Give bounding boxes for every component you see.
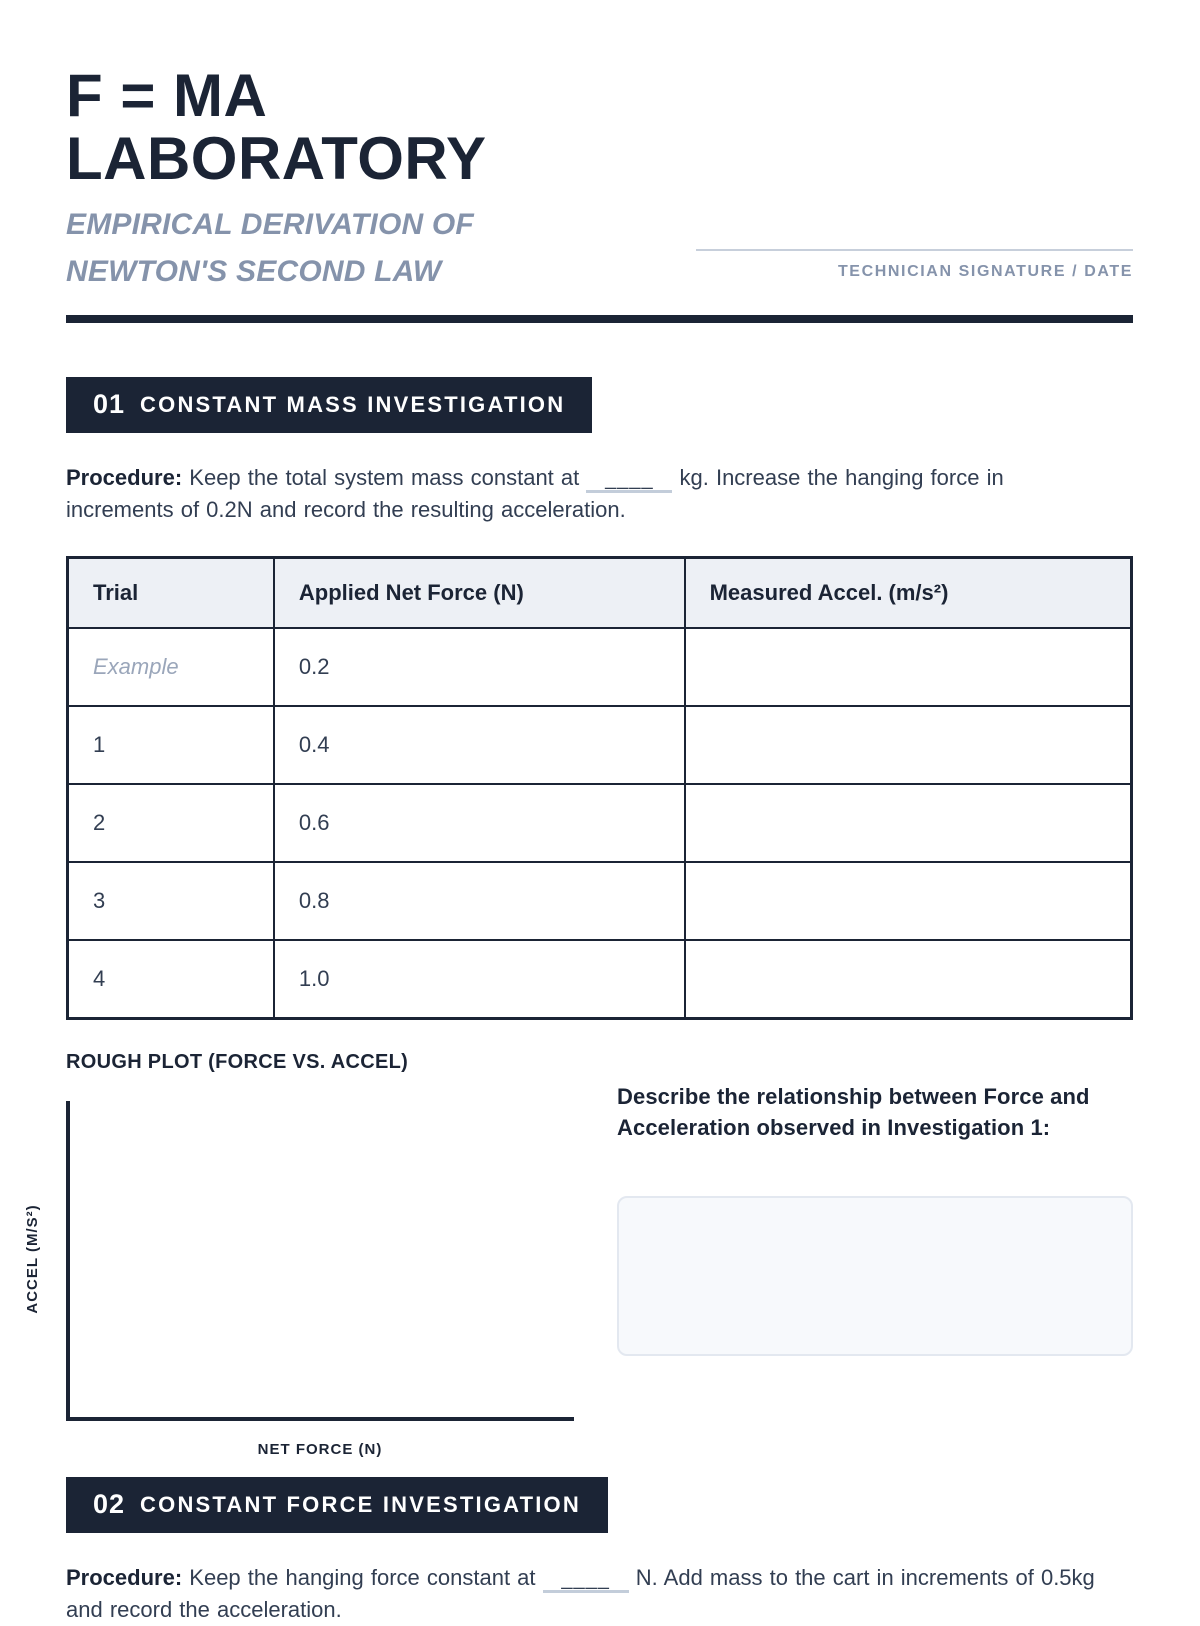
header-divider — [66, 315, 1133, 323]
title-block — [66, 64, 626, 295]
cell-accel-input[interactable] — [685, 940, 1132, 1019]
section-01-number: 01 — [93, 389, 126, 419]
section-02-number: 02 — [93, 1489, 126, 1519]
procedure-label: Procedure: — [66, 465, 183, 490]
signature-block — [696, 249, 1133, 281]
cell-force: 0.4 — [274, 706, 685, 784]
plot-and-question-row — [24, 1050, 1133, 1458]
cell-trial: 4 — [68, 940, 274, 1019]
page-subtitle: EMPIRICAL DERIVATION OF NEWTON'S SECOND LAW — [66, 208, 474, 288]
section-02-procedure — [66, 1562, 1111, 1626]
section-01-header — [66, 377, 592, 433]
col-header-force: Applied Net Force (N) — [274, 558, 685, 629]
rough-plot-block — [24, 1050, 574, 1458]
table-row — [68, 706, 1132, 784]
question-label: Describe the relationship between Force and Acceleration observed in Investigation 1: — [617, 1084, 1090, 1140]
procedure-text-after: N. Add mass to the cart in increments of 0.5kg and record the acceleration. — [66, 1565, 1095, 1622]
table-row — [68, 940, 1132, 1019]
cell-trial: 2 — [68, 784, 274, 862]
page-title — [66, 64, 626, 190]
procedure-text-before: Keep the hanging force constant at — [189, 1565, 536, 1590]
table-row — [68, 628, 1132, 706]
title-line-2: LABORATORY — [66, 125, 487, 192]
cell-accel-input[interactable] — [685, 706, 1132, 784]
section-01-title: CONSTANT MASS INVESTIGATION — [140, 391, 566, 417]
cell-trial: Example — [68, 628, 274, 706]
cell-force: 0.2 — [274, 628, 685, 706]
procedure-text-after: kg. Increase the hanging force in increments of 0.2N and record the resulting acceleration. — [66, 465, 1004, 522]
plot-title: ROUGH PLOT (FORCE VS. ACCEL) — [66, 1051, 409, 1073]
procedure-label: Procedure: — [66, 1565, 183, 1590]
question-block — [617, 1050, 1133, 1458]
section-01-procedure — [66, 462, 1111, 526]
procedure-text-before: Keep the total system mass constant at — [189, 465, 580, 490]
col-header-accel: Measured Accel. (m/s²) — [685, 558, 1132, 629]
cell-trial: 1 — [68, 706, 274, 784]
section-02-header — [66, 1477, 608, 1533]
table-row — [68, 862, 1132, 940]
cell-force: 0.8 — [274, 862, 685, 940]
table-header-row — [68, 558, 1132, 629]
section-02-title: CONSTANT FORCE INVESTIGATION — [140, 1491, 581, 1517]
answer-text-area[interactable] — [617, 1196, 1133, 1356]
cell-accel-input[interactable] — [685, 628, 1132, 706]
plot-y-axis-label: ACCEL (M/S²) — [24, 1204, 41, 1314]
cell-force: 1.0 — [274, 940, 685, 1019]
mass-blank-field[interactable]: ____ — [586, 468, 672, 493]
plot-canvas[interactable] — [24, 1101, 574, 1421]
cell-force: 0.6 — [274, 784, 685, 862]
trial-data-table — [66, 556, 1133, 1020]
signature-label: TECHNICIAN SIGNATURE / DATE — [837, 263, 1133, 280]
cell-accel-input[interactable] — [685, 862, 1132, 940]
cell-accel-input[interactable] — [685, 784, 1132, 862]
col-header-trial: Trial — [68, 558, 274, 629]
force-blank-field[interactable]: ____ — [543, 1568, 629, 1593]
plot-x-axis-label: NET FORCE (N) — [257, 1441, 383, 1458]
cell-trial: 3 — [68, 862, 274, 940]
title-line-1: F = MA — [66, 62, 268, 129]
table-row — [68, 784, 1132, 862]
document-header — [66, 64, 1133, 295]
